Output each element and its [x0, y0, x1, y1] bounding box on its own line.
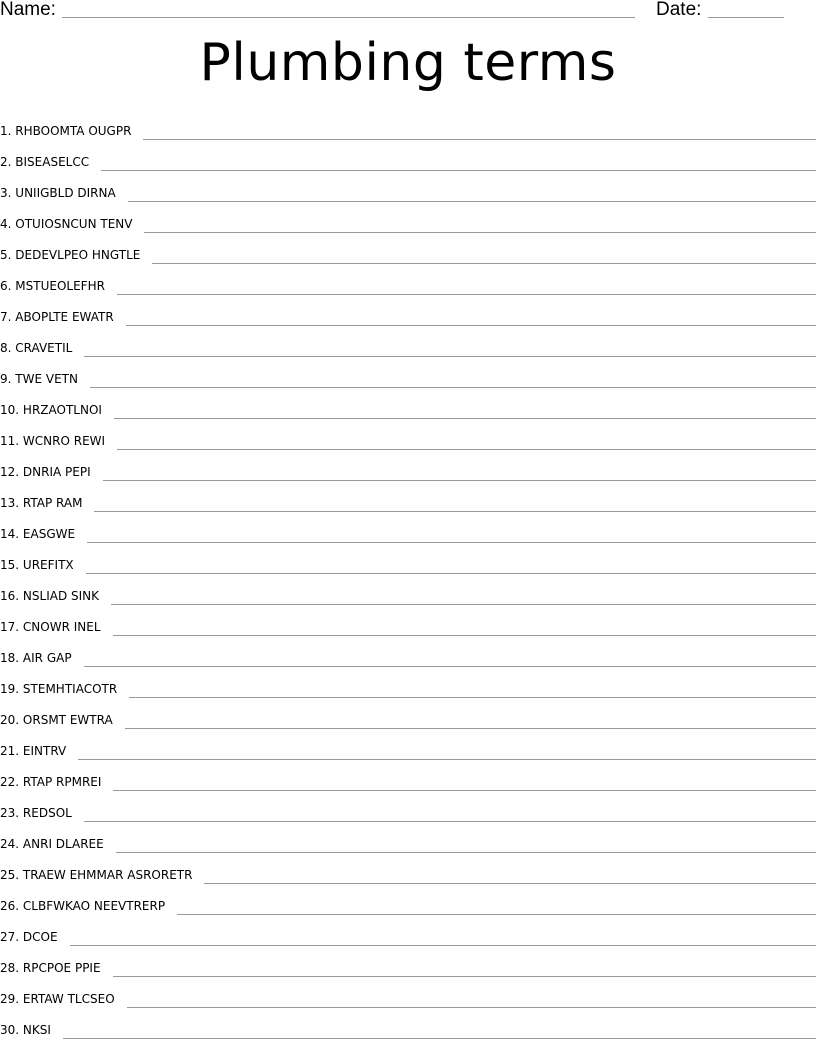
answer-line[interactable] [152, 263, 816, 264]
item-number: 24. [0, 837, 20, 851]
item-number: 14. [0, 527, 20, 541]
list-item [0, 823, 816, 854]
item-number: 9. [0, 372, 12, 386]
item-number: 20. [0, 713, 20, 727]
item-number: 11. [0, 434, 20, 448]
answer-line[interactable] [111, 604, 816, 605]
list-item [0, 668, 816, 699]
answer-line[interactable] [84, 356, 816, 357]
item-number: 28. [0, 961, 20, 975]
scrambled-word: ABOPLTE EWATR [15, 310, 114, 324]
answer-line[interactable] [78, 759, 816, 760]
scrambled-word: NKSI [22, 1023, 51, 1037]
answer-line[interactable] [84, 821, 816, 822]
answer-line[interactable] [127, 1007, 816, 1008]
scrambled-word: EINTRV [22, 744, 67, 758]
list-item [0, 761, 816, 792]
item-number: 6. [0, 279, 12, 293]
scrambled-word: TRAEW EHMMAR ASRORETR [22, 868, 193, 882]
answer-line[interactable] [117, 449, 816, 450]
scrambled-word: STEMHTIACOTR [22, 682, 118, 696]
answer-line[interactable] [63, 1038, 816, 1039]
answer-line[interactable] [128, 201, 816, 202]
scrambled-word: RPCPOE PPIE [22, 961, 101, 975]
scrambled-word: MSTUEOLEFHR [15, 279, 105, 293]
scrambled-word: BISEASELCC [15, 155, 90, 169]
list-item [0, 947, 816, 978]
scrambled-word: CRAVETIL [15, 341, 73, 355]
answer-line[interactable] [84, 666, 816, 667]
answer-line[interactable] [116, 852, 816, 853]
scrambled-word: RTAP RPMREI [22, 775, 102, 789]
scrambled-word: ANRI DLAREE [22, 837, 104, 851]
item-number: 7. [0, 310, 12, 324]
list-item [0, 1009, 816, 1040]
item-number: 5. [0, 248, 12, 262]
list-item [0, 358, 816, 389]
scrambled-word: UNIIGBLD DIRNA [15, 186, 116, 200]
list-item [0, 203, 816, 234]
item-number: 13. [0, 496, 20, 510]
scrambled-word: RTAP RAM [22, 496, 83, 510]
date-field-line[interactable] [708, 17, 784, 18]
answer-line[interactable] [125, 728, 816, 729]
scrambled-word: WCNRO REWI [22, 434, 106, 448]
item-number: 1. [0, 124, 12, 138]
scrambled-word: ORSMT EWTRA [22, 713, 113, 727]
list-item [0, 141, 816, 172]
list-item [0, 544, 816, 575]
item-number: 22. [0, 775, 20, 789]
item-number: 12. [0, 465, 20, 479]
scrambled-word: EASGWE [22, 527, 76, 541]
item-number: 4. [0, 217, 12, 231]
answer-line[interactable] [204, 883, 816, 884]
item-number: 30. [0, 1023, 20, 1037]
list-item [0, 637, 816, 668]
scrambled-word: CLBFWKAO NEEVTRERP [22, 899, 166, 913]
list-item [0, 792, 816, 823]
item-number: 26. [0, 899, 20, 913]
page-title: Plumbing terms [199, 33, 617, 93]
answer-line[interactable] [144, 232, 816, 233]
list-item [0, 978, 816, 1009]
item-number: 8. [0, 341, 12, 355]
scrambled-word: NSLIAD SINK [22, 589, 100, 603]
answer-line[interactable] [177, 914, 816, 915]
answer-line[interactable] [70, 945, 816, 946]
scrambled-word: DEDEVLPEO HNGTLE [15, 248, 141, 262]
scrambled-word: DCOE [22, 930, 58, 944]
item-number: 18. [0, 651, 20, 665]
item-number: 16. [0, 589, 20, 603]
scrambled-word: CNOWR INEL [22, 620, 101, 634]
list-item [0, 234, 816, 265]
item-number: 29. [0, 992, 20, 1006]
answer-line[interactable] [126, 325, 816, 326]
list-item [0, 110, 816, 141]
answer-line[interactable] [94, 511, 816, 512]
scrambled-word: OTUIOSNCUN TENV [15, 217, 133, 231]
list-item [0, 389, 816, 420]
list-item [0, 482, 816, 513]
answer-line[interactable] [101, 170, 816, 171]
list-item [0, 606, 816, 637]
name-label: Name: [0, 0, 56, 20]
item-number: 17. [0, 620, 20, 634]
item-number: 19. [0, 682, 20, 696]
worksheet-header [0, 0, 816, 24]
item-number: 10. [0, 403, 20, 417]
answer-line[interactable] [113, 635, 816, 636]
answer-line[interactable] [129, 697, 816, 698]
item-number: 3. [0, 186, 12, 200]
scrambled-word: REDSOL [22, 806, 72, 820]
date-label: Date: [656, 0, 702, 20]
answer-line[interactable] [86, 573, 816, 574]
answer-line[interactable] [117, 294, 816, 295]
list-item [0, 730, 816, 761]
scrambled-word: ERTAW TLCSEO [22, 992, 115, 1006]
list-item [0, 699, 816, 730]
item-number: 15. [0, 558, 20, 572]
scrambled-word-list [0, 110, 816, 1040]
scrambled-word: TWE VETN [15, 372, 78, 386]
item-number: 27. [0, 930, 20, 944]
list-item [0, 575, 816, 606]
item-number: 25. [0, 868, 20, 882]
scrambled-word: AIR GAP [22, 651, 72, 665]
answer-line[interactable] [90, 387, 816, 388]
list-item [0, 420, 816, 451]
list-item [0, 172, 816, 203]
name-field-line[interactable] [62, 17, 635, 18]
scrambled-word: UREFITX [22, 558, 74, 572]
list-item [0, 513, 816, 544]
list-item [0, 296, 816, 327]
list-item [0, 265, 816, 296]
answer-line[interactable] [103, 480, 816, 481]
scrambled-word: HRZAOTLNOI [22, 403, 102, 417]
answer-line[interactable] [143, 139, 816, 140]
item-number: 2. [0, 155, 12, 169]
list-item [0, 854, 816, 885]
answer-line[interactable] [113, 790, 816, 791]
answer-line[interactable] [114, 418, 816, 419]
scrambled-word: DNRIA PEPI [22, 465, 91, 479]
list-item [0, 916, 816, 947]
answer-line[interactable] [113, 976, 816, 977]
item-number: 21. [0, 744, 20, 758]
list-item [0, 451, 816, 482]
item-number: 23. [0, 806, 20, 820]
list-item [0, 885, 816, 916]
list-item [0, 327, 816, 358]
answer-line[interactable] [87, 542, 816, 543]
scrambled-word: RHBOOMTA OUGPR [15, 124, 132, 138]
